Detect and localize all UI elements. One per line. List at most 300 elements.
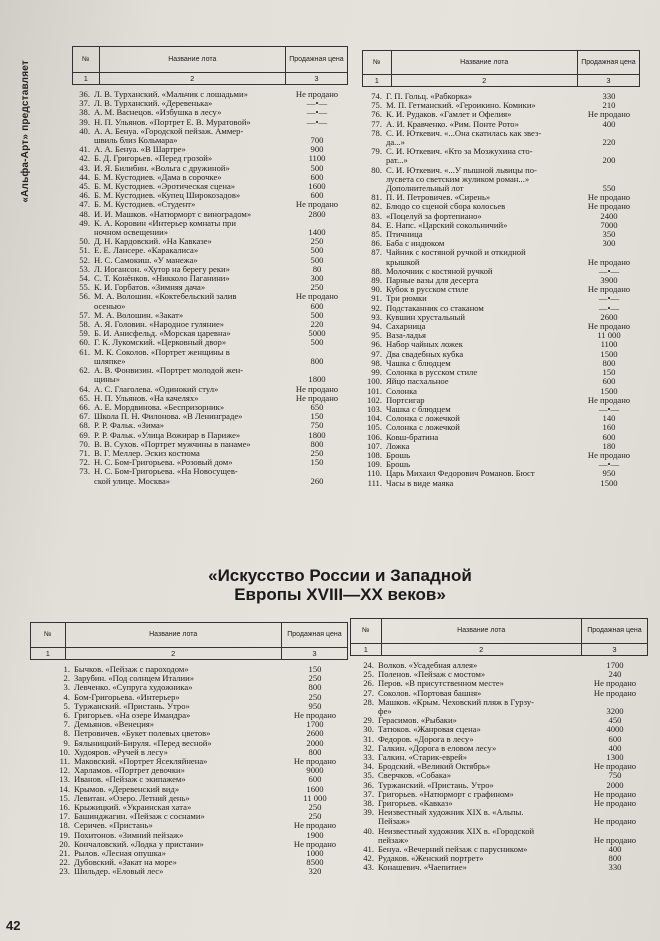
lot-title: Ваза-ладья (386, 330, 426, 341)
lot-title: Поленов. «Пейзаж с мостом» (378, 669, 486, 680)
lot-price: 1100 (600, 339, 618, 350)
lot-title: Конашевич. «Чаепитие» (378, 862, 467, 873)
colnum-2: 2 (392, 75, 578, 86)
lot-price: Не продано (593, 788, 637, 799)
lot-number: 12. (59, 765, 70, 776)
lot-title: Г. П. Гольц. «Рабкорка» (386, 91, 473, 101)
lot-price: 450 (608, 715, 622, 726)
table-row (350, 698, 648, 716)
lot-number: 94. (371, 321, 382, 332)
lot-title: Кончаловский. «Лодка у пристани» (74, 838, 204, 849)
lot-title: Л. В. Турханский. «Мальчик с лошадьми» (94, 89, 248, 99)
lot-number: 92. (371, 302, 382, 313)
lot-price: 2800 (308, 208, 326, 219)
lot-price: 5000 (308, 328, 326, 339)
lot-number: 103. (366, 403, 382, 414)
lot-number: 22. (59, 857, 70, 868)
lot-title: Н. С. Самокиш. «У манежа» (94, 254, 198, 265)
lot-number: 84. (371, 219, 382, 230)
lot-number: 91. (371, 293, 382, 304)
lot-price: 11 000 (303, 792, 327, 803)
lot-price: 150 (310, 411, 324, 422)
lot-number: 76. (371, 109, 382, 120)
lot-title: Кубок в русском стиле (386, 284, 469, 295)
lot-title: Машков. «Крым. Чеховский пляж в Гурзу- фе» (378, 696, 535, 717)
lot-title: Галкин. «Старик-еврей» (378, 752, 468, 763)
lot-title: Сверчков. «Собака» (378, 770, 452, 781)
lot-number: 36. (363, 779, 374, 790)
table-row (72, 467, 348, 485)
lot-number: 51. (79, 245, 90, 256)
table-header (30, 622, 348, 647)
header-name: Название лота (382, 619, 582, 643)
lot-price: 1800 (308, 374, 326, 385)
lot-price: 250 (308, 673, 322, 684)
lot-title: Б. М. Кустодиев. «Студент» (94, 199, 196, 210)
lot-price: 1500 (600, 385, 618, 396)
table-header (362, 50, 640, 74)
lot-number: 50. (79, 236, 90, 247)
lot-title: Солонка с ложечкой (386, 422, 460, 433)
lot-price: 600 (602, 376, 616, 387)
lot-title: Иванов. «Пейзаж с экипажем» (74, 774, 186, 785)
lot-price: 1000 (306, 848, 324, 859)
lot-title: А. Я. Головин. «Народное гуляние» (94, 319, 225, 330)
lot-price: Не продано 600 (295, 291, 339, 311)
lot-title: Чайник с костяной ручкой и откидной крышкой (386, 247, 526, 267)
table-row (362, 248, 640, 266)
lot-title: Неизвестный художник XIX в. «Городской пейзаж» (378, 825, 535, 845)
lot-number: 110. (367, 468, 382, 479)
lot-price: 800 (608, 853, 622, 864)
lot-title: С. И. Юткевич. «Кто за Мозжухина сто- рат...» (386, 146, 533, 166)
lot-number: 21. (59, 848, 70, 859)
lot-title: Е. Е. Лансере. «Каракалиса» (94, 245, 199, 256)
lot-price: 300 (602, 238, 616, 249)
lot-title: Б. М. Кустодиев. «Эротическая сцена» (94, 181, 236, 192)
lot-title: Рудаков. «Женский портрет» (378, 853, 484, 864)
lot-title: Соколов. «Портовая башня» (378, 687, 482, 698)
lot-title: Герасимов. «Рыбаки» (378, 715, 457, 726)
lot-price: Не продано (587, 394, 631, 405)
lot-title: А. И. Кравченко. «Рим. Понте Рото» (386, 118, 519, 129)
colnum-2: 2 (100, 73, 286, 84)
table-column-numbers (350, 643, 648, 656)
lot-title: Н. С. Бом-Григорьева. «На Новосущев- ской улице. Москва» (94, 466, 238, 486)
lot-title: Б. М. Кустодиев. «Купец Широкозадов» (94, 190, 241, 201)
lot-number: 106. (366, 431, 382, 442)
lot-title: Крыжицкий. «Украинская хата» (74, 802, 192, 813)
lot-number: 42. (363, 853, 374, 864)
lot-number: 24. (363, 660, 374, 670)
lot-number: 10. (59, 746, 70, 757)
lot-number: 30. (363, 724, 374, 735)
lot-number: 18. (59, 820, 70, 831)
lot-number: 111. (367, 477, 382, 488)
lot-number: 83. (371, 210, 382, 221)
lot-number: 61. (79, 346, 90, 357)
lot-number: 86. (371, 238, 382, 249)
lot-number: 34. (363, 761, 374, 772)
lot-price: 800 (602, 357, 616, 368)
lot-price: —•— (306, 107, 328, 118)
lot-number: 104. (366, 413, 382, 424)
lot-title: Три рюмки (386, 293, 427, 304)
lot-title: «Поцелуй за фортепиано» (386, 210, 482, 221)
lot-number: 43. (79, 162, 90, 173)
lot-price: —•— (598, 403, 620, 414)
table-row (350, 808, 648, 826)
lot-number: 4. (63, 691, 70, 702)
lot-price: 4000 (606, 724, 624, 735)
lot-price: Не продано (293, 756, 337, 767)
lot-price: Не продано (293, 820, 337, 831)
lot-number: 70. (79, 438, 90, 449)
lot-price: 400 (602, 118, 616, 129)
lot-price: Не продано (295, 383, 339, 394)
lot-price: 3200 (606, 706, 624, 717)
lot-number: 35. (363, 770, 374, 781)
lot-price: Не продано (587, 192, 631, 203)
lot-title: Бычков. «Пейзаж с пароходом» (74, 664, 189, 674)
lot-number: 3. (63, 682, 70, 693)
section-title-line-2: Европы XVIII—XX веков» (234, 585, 446, 604)
lot-price: 600 (310, 171, 324, 182)
lot-number: 98. (371, 357, 382, 368)
lot-title: М. А. Волошин. «Коктебельский залив осенью» (94, 291, 237, 311)
lot-title: Кувшин хрустальный (386, 311, 465, 322)
lot-price: 400 (608, 742, 622, 753)
lot-number: 96. (371, 339, 382, 350)
lots-table-top-left (72, 46, 348, 486)
lot-price: 500 (310, 162, 324, 173)
lot-price: Не продано (587, 321, 631, 332)
table-row (362, 479, 640, 488)
lot-title: Григорьев. «Кавказ» (378, 798, 453, 809)
lot-price: 800 (308, 682, 322, 693)
lot-title: В. В. Сухов. «Портрет мужчины в панаме» (94, 438, 251, 449)
colnum-1: 1 (351, 644, 382, 655)
lot-price: —•— (598, 302, 620, 313)
lot-title: Бенуа. «Вечерний пейзаж с парусником» (378, 844, 528, 855)
lot-price: 140 (602, 413, 616, 424)
lot-price: Не продано (293, 838, 337, 849)
lot-price: 550 (602, 183, 616, 194)
lot-price: 250 (310, 236, 324, 247)
lot-title: М. К. Соколов. «Портрет женщины в шляпке» (94, 346, 230, 366)
lot-number: 88. (371, 265, 382, 276)
lots-table-bottom-left (30, 622, 348, 877)
table-row (30, 867, 348, 876)
lot-number: 62. (79, 365, 90, 376)
lot-number: 100. (366, 376, 382, 387)
lot-price: 250 (308, 802, 322, 813)
lot-price: 600 (602, 431, 616, 442)
lot-title: П. И. Петровичев. «Сирень» (386, 192, 491, 203)
header-name: Название лота (392, 51, 578, 74)
lot-number: 56. (79, 291, 90, 302)
lot-price: 220 (602, 137, 616, 148)
lot-title: Н. П. Ульянов. «Портрет Е. В. Муратовой» (94, 116, 251, 127)
lot-title: Солонка (386, 385, 417, 396)
lot-price: Не продано (587, 284, 631, 295)
lot-number: 53. (79, 263, 90, 274)
lot-price: 330 (602, 91, 616, 101)
lot-title: Демьянов. «Венеция» (74, 719, 155, 730)
lot-price: —•— (598, 293, 620, 304)
lot-number: 25. (363, 669, 374, 680)
header-price: Продажная цена (289, 55, 344, 63)
lot-price: 9000 (306, 765, 324, 776)
lot-title: К. И. Горбатов. «Зимняя дача» (94, 282, 206, 293)
lot-title: М. П. Гетманский. «Героикино. Комики» (386, 100, 536, 111)
lot-title: Царь Михаил Федорович Романов. Бюст (386, 468, 535, 479)
lot-title: К. И. Рудаков. «Гамлет и Офелия» (386, 109, 512, 120)
lot-number: 27. (363, 687, 374, 698)
lot-title: Птичница (386, 229, 423, 240)
lot-price: 1600 (308, 181, 326, 192)
lot-number: 38. (79, 107, 90, 118)
lot-number: 7. (63, 719, 70, 730)
lot-number: 77. (371, 118, 382, 129)
lot-title: Н. С. Бом-Григорьева. «Розовый дом» (94, 457, 233, 468)
lot-number: 46. (79, 190, 90, 201)
lot-price: —•— (598, 265, 620, 276)
lot-number: 40. (79, 125, 90, 136)
lot-number: 54. (79, 273, 90, 284)
colnum-2: 2 (66, 648, 282, 659)
lot-number: 59. (79, 328, 90, 339)
lot-number: 23. (59, 866, 70, 877)
table-row (72, 348, 348, 366)
lot-price: 500 (310, 254, 324, 265)
colnum-3: 3 (314, 74, 319, 83)
lot-number: 37. (363, 788, 374, 799)
lot-number: 29. (363, 715, 374, 726)
lot-number: 48. (79, 208, 90, 219)
lot-number: 97. (371, 348, 382, 359)
lot-price: 750 (608, 770, 622, 781)
lot-number: 13. (59, 774, 70, 785)
lot-title: И. И. Машков. «Натюрморт с виноградом» (94, 208, 252, 219)
lot-number: 41. (363, 844, 374, 855)
lot-price: 1700 (306, 719, 324, 730)
lot-title: А. В. Фонвизин. «Портрет молодой жен- щины» (94, 365, 244, 385)
colnum-3: 3 (612, 645, 617, 654)
lot-number: 79. (371, 146, 382, 157)
lot-price: 8500 (306, 857, 324, 868)
table-row (350, 827, 648, 845)
lot-price: 200 (602, 155, 616, 166)
lot-title: С. И. Юткевич. «...Она скатилась как звез- да...» (386, 127, 542, 148)
lot-price: 300 (310, 273, 324, 284)
lot-number: 6. (63, 710, 70, 721)
lot-title: Н. П. Ульянов. «На качелях» (94, 392, 199, 403)
header-price: Продажная цена (581, 58, 636, 66)
lot-title: Солонка в русском стиле (386, 367, 478, 378)
lot-price: 2400 (600, 210, 618, 221)
lot-number: 80. (371, 164, 382, 175)
lots-table-top-right (362, 50, 640, 488)
lot-price: 1300 (606, 752, 624, 763)
header-name: Название лота (100, 47, 286, 72)
lot-title: Л. В. Турханский. «Деревенька» (94, 98, 213, 109)
lot-price: 900 (310, 144, 324, 155)
lot-price: 1500 (600, 348, 618, 359)
lot-number: 90. (371, 284, 382, 295)
lot-price: Не продано (295, 199, 339, 210)
lot-price: 1600 (306, 783, 324, 794)
lot-number: 93. (371, 311, 382, 322)
lot-title: С. И. Юткевич. «...У пышной львицы по- лусвета со светским жуликом роман...» Дополнительный лот (386, 164, 537, 194)
lot-number: 5. (63, 700, 70, 711)
lot-price: Не продано (593, 798, 637, 809)
lot-number: 9. (63, 737, 70, 748)
lot-number: 41. (79, 144, 90, 155)
lot-number: 66. (79, 401, 90, 412)
lot-title: Е. Напс. «Царский сокольничий» (386, 219, 508, 230)
lot-price: 150 (308, 664, 322, 674)
lot-number: 15. (59, 792, 70, 803)
table-column-numbers (72, 72, 348, 85)
lot-number: 82. (371, 201, 382, 212)
table-row (72, 292, 348, 310)
lot-number: 37. (79, 98, 90, 109)
header-no: № (363, 51, 392, 74)
lot-number: 31. (363, 733, 374, 744)
lot-price: 600 (308, 774, 322, 785)
lot-price: Не продано (295, 392, 339, 403)
lot-price: 1900 (306, 829, 324, 840)
lot-title: Шильдер. «Еловый лес» (74, 866, 164, 877)
lot-price: 220 (310, 319, 324, 330)
lot-price: 800 (310, 355, 324, 366)
lot-title: Р. Р. Фальк. «Улица Вожирар в Париже» (94, 429, 241, 440)
lot-title: Б. И. Анисфельд. «Морская царевна» (94, 328, 231, 339)
lot-price: 80 (312, 263, 322, 274)
lot-price: 950 (602, 468, 616, 479)
lot-price: —•— (306, 116, 328, 127)
table-row (362, 129, 640, 147)
lot-title: Харламов. «Портрет девочки» (74, 765, 185, 776)
lot-price: Не продано (593, 761, 637, 772)
lot-title: И. Я. Билибин. «Вольга с дружиной» (94, 162, 230, 173)
lot-number: 65. (79, 392, 90, 403)
colnum-3: 3 (606, 76, 611, 85)
lot-title: Р. Р. Фальк. «Зима» (94, 420, 165, 431)
table-row (72, 219, 348, 237)
lot-title: Зарубин. «Под солнцем Италии» (74, 673, 195, 684)
lot-title: Блюдо со сценой сбора колосьев (386, 201, 506, 212)
header-no: № (351, 619, 382, 643)
colnum-1: 1 (363, 75, 392, 86)
lot-price: Не продано (593, 834, 637, 845)
lot-price: 330 (608, 862, 622, 873)
lot-title: Бом-Григорьева. «Интерьер» (74, 691, 180, 702)
lot-title: Два свадебных кубка (386, 348, 464, 359)
lot-number: 52. (79, 254, 90, 265)
lot-price: 600 (608, 733, 622, 744)
lot-title: А. С. Глаголева. «Одинокий стул» (94, 383, 219, 394)
lot-title: Солонка с ложечкой (386, 413, 460, 424)
lot-title: Худояров. «Ручей в лесу» (74, 746, 168, 757)
lot-number: 58. (79, 319, 90, 330)
lot-number: 107. (366, 440, 382, 451)
lot-number: 55. (79, 282, 90, 293)
lot-price: 500 (310, 245, 324, 256)
lot-number: 47. (79, 199, 90, 210)
lot-number: 38. (363, 798, 374, 809)
lot-number: 43. (363, 862, 374, 873)
lot-price: 11 000 (597, 330, 621, 341)
lot-number: 26. (363, 678, 374, 689)
lot-number: 16. (59, 802, 70, 813)
lot-price: 250 (308, 811, 322, 822)
lot-title: Левченко. «Супруга художника» (74, 682, 193, 693)
colnum-1: 1 (73, 73, 100, 84)
lot-price: Не продано (295, 89, 339, 99)
lot-number: 99. (371, 367, 382, 378)
lot-price: 2000 (306, 737, 324, 748)
lot-number: 102. (366, 394, 382, 405)
section-title (150, 566, 530, 604)
lot-title: Петровичев. «Букет полевых цветов» (74, 728, 211, 739)
lot-title: Волков. «Усадебная аллея» (378, 660, 478, 670)
side-caption: «Альфа-Арт» представляет (20, 60, 31, 203)
lot-price: 150 (602, 367, 616, 378)
lot-title: Портсигар (386, 394, 425, 405)
table-row (72, 366, 348, 384)
lot-title: Григорьев. «Натюрморт с графином» (378, 788, 514, 799)
lot-title: Григорьев. «На озере Имандра» (74, 710, 191, 721)
lot-price: 950 (308, 700, 322, 711)
lot-price: Не продано (593, 816, 637, 827)
lot-price: 1100 (308, 153, 326, 164)
lot-price: 650 (310, 401, 324, 412)
lot-number: 42. (79, 153, 90, 164)
lot-price: —•— (598, 459, 620, 470)
lot-title: Чашка с блюдцем (386, 403, 451, 414)
lot-number: 39. (363, 807, 374, 818)
lot-number: 75. (371, 100, 382, 111)
lot-title: Дубовский. «Закат на море» (74, 857, 177, 868)
lot-title: А. А. Бенуа. «В Шартре» (94, 144, 186, 155)
lot-title: Брошь (386, 459, 411, 470)
lot-title: Крымов. «Деревенский вид» (74, 783, 180, 794)
lot-price: 1400 (308, 227, 326, 238)
header-price: Продажная цена (287, 631, 342, 638)
lot-price: 400 (608, 844, 622, 855)
lot-price: 250 (310, 447, 324, 458)
lot-number: 67. (79, 411, 90, 422)
lot-title: К. А. Коровин «Интерьер комнаты при ночном освещении» (94, 217, 236, 238)
lot-title: Бялыницкий-Бируля. «Перед весной» (74, 737, 212, 748)
lot-title: А. М. Васнецов. «Избушка в лесу» (94, 107, 222, 118)
lot-number: 1. (63, 664, 70, 674)
lot-title: Татюков. «Жанровая сцена» (378, 724, 481, 735)
colnum-1: 1 (31, 648, 66, 659)
lot-number: 14. (59, 783, 70, 794)
lot-price: 180 (602, 440, 616, 451)
lot-number: 49. (79, 217, 90, 228)
lot-price: 2000 (606, 779, 624, 790)
lot-title: Туржанский. «Пристань. Утро» (378, 779, 494, 790)
lot-number: 95. (371, 330, 382, 341)
lot-title: Похитонов. «Зимний пейзаж» (74, 829, 184, 840)
lot-price: 160 (602, 422, 616, 433)
table-row (72, 127, 348, 145)
lot-number: 89. (371, 275, 382, 286)
